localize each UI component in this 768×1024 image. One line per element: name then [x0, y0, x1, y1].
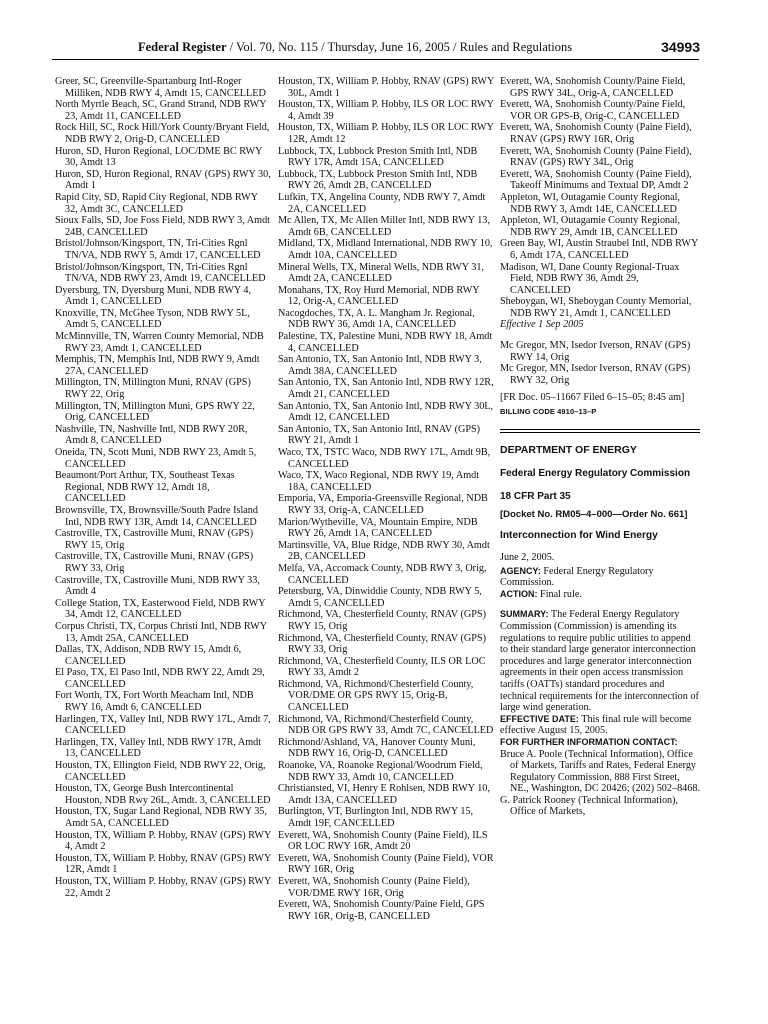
approach-entry: Richmond, VA, Chesterfield County, RNAV (GPS) RWY 33, Orig [278, 632, 487, 656]
approach-entry: Mineral Wells, TX, Mineral Wells, NDB RWY 31, Amdt 2A, CANCELLED [278, 261, 484, 285]
approach-entry: Everett, WA, Snohomish County (Paine Field), VOR RWY 16R, Orig [278, 852, 494, 876]
effective-approach-list [500, 340, 700, 386]
approach-entry: Everett, WA, Snohomish County (Paine Field), RNAV (GPS) RWY 16R, Orig [500, 122, 692, 145]
approach-entry: McMinnville, TN, Warren County Memorial, NDB RWY 23, Amdt 1, CANCELLED [55, 331, 264, 354]
approach-entry: Petersburg, VA, Dinwiddie County, NDB RWY 5, Amdt 5, CANCELLED [278, 586, 482, 609]
approach-list-continued [500, 76, 700, 319]
summary-text: The Federal Energy Regulatory Commission (Commission) is amending its regulations to require public utilities to append to their standard large generator interconnection procedures and large generator interconnection agreements in their open access transmission tariffs (OATTs) standard procedures and technical requirements for the interconnection of large wind generation. [500, 609, 699, 714]
approach-entry: Houston, TX, William P. Hobby, RNAV (GPS) RWY 22, Amdt 2 [55, 875, 272, 899]
approach-entry: Everett, WA, Snohomish County/Paine Field, VOR OR GPS-B, Orig-C, CANCELLED [500, 99, 686, 122]
approach-entry: Richmond, VA, Richmond/Chesterfield County, VOR/DME OR GPS RWY 15, Orig-B, CANCELLED [278, 678, 474, 714]
approach-entry: Sheboygan, WI, Sheboygan County Memorial, NDB RWY 21, Amdt 1, CANCELLED [500, 296, 692, 319]
contact-entry: Bruce A. Poole (Technical Information), Office of Markets, Tariffs and Rates, Federal Energy Regulatory Commission, 888 First Street, NE., Washington, DC 20426; (202) 502–8468. [500, 748, 700, 795]
approach-entry: Midland, TX, Midland International, NDB RWY 10, Amdt 10A, CANCELLED [278, 238, 493, 261]
approach-entry: Houston, TX, William P. Hobby, RNAV (GPS) RWY 30L, Amdt 1 [278, 76, 495, 99]
approach-entry: Richmond, VA, Chesterfield County, ILS OR LOC RWY 33, Amdt 2 [278, 655, 486, 679]
approach-entry: Sioux Falls, SD, Joe Foss Field, NDB RWY 3, Amdt 24B, CANCELLED [55, 215, 271, 238]
approach-entry: Dyersburg, TN, Dyersburg Muni, NDB RWY 4, Amdt 1, CANCELLED [55, 284, 252, 308]
section-separator [500, 429, 700, 433]
approach-entry: Bristol/Johnson/Kingsport, TN, Tri-Cities Rgnl TN/VA, NDB RWY 5, Amdt 17, CANCELLED [55, 238, 261, 261]
agency-heading: Federal Energy Regulatory Commission [500, 468, 691, 480]
billing-code: BILLING CODE 4910–13–P [500, 407, 597, 417]
approach-entry: Mc Allen, TX, Mc Allen Miller Intl, NDB RWY 13, Amdt 6B, CANCELLED [278, 215, 490, 238]
approach-entry: El Paso, TX, El Paso Intl, NDB RWY 22, Amdt 29, CANCELLED [55, 667, 265, 690]
approach-entry: Emporia, VA, Emporia-Greensville Regional, NDB RWY 33, Orig-A, CANCELLED [278, 493, 488, 516]
approach-entry: San Antonio, TX, San Antonio Intl, RNAV (GPS) RWY 21, Amdt 1 [278, 423, 481, 447]
approach-entry: Greer, SC, Greenville-Spartanburg Intl-Roger Milliken, NDB RWY 4, Amdt 15, CANCELLED [55, 76, 266, 99]
approach-entry: Rapid City, SD, Rapid City Regional, NDB RWY 32, Amdt 3C, CANCELLED [55, 191, 258, 215]
contact-entry: G. Patrick Rooney (Technical Information), Office of Markets, [500, 794, 679, 818]
approach-entry: Nacogdoches, TX, A. L. Mangham Jr. Regional, NDB RWY 36, Amdt 1A, CANCELLED [278, 307, 475, 331]
approach-entry: Everett, WA, Snohomish County/Paine Field, GPS RWY 34L, Orig-A, CANCELLED [500, 76, 686, 99]
approach-entry: Rock Hill, SC, Rock Hill/York County/Bryant Field, NDB RWY 2, Orig-D, CANCELLED [55, 122, 270, 145]
approach-entry: Houston, TX, William P. Hobby, ILS OR LOC RWY 4, Amdt 39 [278, 99, 494, 122]
approach-entry: Dallas, TX, Addison, NDB RWY 15, Amdt 6, CANCELLED [55, 644, 242, 667]
approach-entry: Melfa, VA, Accomack County, NDB RWY 3, Orig, CANCELLED [278, 562, 487, 586]
approach-entry: Appleton, WI, Outagamie County Regional, NDB RWY 3, Amdt 14E, CANCELLED [500, 191, 681, 215]
approach-entry: Houston, TX, William P. Hobby, RNAV (GPS) RWY 12R, Amdt 1 [55, 852, 272, 876]
rule-title: Interconnection for Wind Energy [500, 530, 658, 542]
approach-entry: Bristol/Johnson/Kingsport, TN, Tri-Cities Rgnl TN/VA, NDB RWY 23, Amdt 19, CANCELLED [55, 261, 266, 285]
summary-paragraph [500, 609, 700, 713]
approach-entry: Richmond, VA, Chesterfield County, RNAV (GPS) RWY 15, Orig [278, 609, 487, 632]
header-title [138, 40, 572, 55]
approach-entry: Madison, WI, Dane County Regional-Truax Field, NDB RWY 36, Amdt 29, CANCELLED [500, 261, 680, 296]
approach-entry: Castroville, TX, Castroville Muni, RNAV (GPS) RWY 15, Orig [55, 528, 254, 551]
approach-entry: Marion/Wytheville, VA, Mountain Empire, NDB RWY 26, Amdt 1A, CANCELLED [278, 516, 478, 540]
approach-entry: Palestine, TX, Palestine Muni, NDB RWY 18, Amdt 4, CANCELLED [278, 331, 493, 354]
fr-doc-line: [FR Doc. 05–11667 Filed 6–15–05; 8:45 am] [500, 392, 685, 404]
approach-entry: San Antonio, TX, San Antonio Intl, NDB RWY 12R, Amdt 21, CANCELLED [278, 377, 494, 401]
approach-entry: Everett, WA, Snohomish County (Paine Field), RNAV (GPS) RWY 34L, Orig [500, 145, 692, 169]
action-line [500, 589, 700, 601]
column-3 [500, 76, 700, 818]
column-1 [55, 76, 271, 899]
action-text: Final rule. [540, 588, 582, 600]
approach-entry: Fort Worth, TX, Fort Worth Meacham Intl, NDB RWY 16, Amdt 6, CANCELLED [55, 690, 254, 714]
approach-entry: Houston, TX, Ellington Field, NDB RWY 22, Orig, CANCELLED [55, 760, 266, 783]
approach-entry: San Antonio, TX, San Antonio Intl, NDB RWY 30L, Amdt 12, CANCELLED [278, 400, 494, 424]
approach-entry: Green Bay, WI, Austin Straubel Intl, NDB RWY 6, Amdt 17A, CANCELLED [500, 238, 698, 261]
approach-entry: Knoxville, TN, McGhee Tyson, NDB RWY 5L, Amdt 5, CANCELLED [55, 307, 250, 331]
approach-entry: North Myrtle Beach, SC, Grand Strand, NDB RWY 23, Amdt 11, CANCELLED [55, 99, 267, 122]
approach-entry: Waco, TX, TSTC Waco, NDB RWY 17L, Amdt 9B, CANCELLED [278, 447, 491, 470]
header-meta: / Vol. 70, No. 115 / Thursday, June 16, 2005 / Rules and Regulations [226, 40, 573, 54]
approach-entry: Richmond/Ashland, VA, Hanover County Muni, NDB RWY 16, Orig-D, CANCELLED [278, 736, 476, 760]
approach-entry: Brownsville, TX, Brownsville/South Padre Island Intl, NDB RWY 13R, Amdt 14, CANCELLED [55, 504, 258, 528]
approach-entry: Everett, WA, Snohomish County/Paine Field, GPS RWY 16R, Orig-B, CANCELLED [278, 899, 485, 922]
effective-date-label: EFFECTIVE DATE: [500, 713, 579, 724]
approach-entry: Lubbock, TX, Lubbock Preston Smith Intl, NDB RWY 17R, Amdt 15A, CANCELLED [278, 145, 478, 169]
publication-name: Federal Register [138, 40, 227, 54]
approach-entry: Nashville, TN, Nashville Intl, NDB RWY 20R, Amdt 8, CANCELLED [55, 423, 248, 447]
approach-entry: Mc Gregor, MN, Isedor Iverson, RNAV (GPS) RWY 32, Orig [500, 363, 691, 386]
approach-entry: Houston, TX, William P. Hobby, ILS OR LOC RWY 12R, Amdt 12 [278, 122, 494, 145]
approach-entry: Memphis, TN, Memphis Intl, NDB RWY 9, Amdt 27A, CANCELLED [55, 354, 260, 377]
approach-entry: Richmond, VA, Richmond/Chesterfield County, NDB OR GPS RWY 33, Amdt 7C, CANCELLED [278, 713, 494, 737]
page-header [138, 40, 700, 56]
approach-entry: Huron, SD, Huron Regional, RNAV (GPS) RWY 30, Amdt 1 [55, 168, 271, 192]
effective-date-paragraph [500, 714, 700, 737]
approach-entry: Millington, TN, Millington Muni, GPS RWY 22, Orig, CANCELLED [55, 400, 255, 424]
approach-entry: Everett, WA, Snohomish County (Paine Field), ILS OR LOC RWY 16R, Amdt 20 [278, 829, 488, 853]
page-number: 34993 [661, 39, 700, 55]
issue-date: June 2, 2005. [500, 552, 555, 563]
approach-entry: Houston, TX, George Bush Intercontinental Houston, NDB Rwy 26L, Amdt. 3, CANCELLED [55, 783, 271, 806]
agency-label: AGENCY: [500, 565, 541, 576]
action-label: ACTION: [500, 588, 538, 599]
approach-entry: Christiansted, VI, Henry E Rohlsen, NDB RWY 10, Amdt 13A, CANCELLED [278, 783, 490, 806]
approach-entry: Castroville, TX, Castroville Muni, RNAV (GPS) RWY 33, Orig [55, 551, 254, 574]
approach-entry: Roanoke, VA, Roanoke Regional/Woodrum Field, NDB RWY 33, Amdt 10, CANCELLED [278, 760, 483, 783]
approach-entry: Harlingen, TX, Valley Intl, NDB RWY 17L, Amdt 7, CANCELLED [55, 713, 271, 737]
header-rule [52, 59, 699, 60]
approach-entry: Houston, TX, Sugar Land Regional, NDB RWY 35, Amdt 5A, CANCELLED [55, 806, 267, 829]
column-2 [278, 76, 494, 922]
effective-date-text: This final rule will become effective August 15, 2005. [500, 713, 692, 737]
approach-entry: Lubbock, TX, Lubbock Preston Smith Intl, NDB RWY 26, Amdt 2B, CANCELLED [278, 168, 478, 192]
agency-line [500, 566, 700, 589]
approach-entry: Appleton, WI, Outagamie County Regional, NDB RWY 29, Amdt 1B, CANCELLED [500, 215, 681, 238]
approach-entry: San Antonio, TX, San Antonio Intl, NDB RWY 3, Amdt 38A, CANCELLED [278, 354, 482, 377]
approach-entry: Waco, TX, Waco Regional, NDB RWY 19, Amdt 18A, CANCELLED [278, 470, 480, 493]
approach-entry: Castroville, TX, Castroville Muni, NDB RWY 33, Amdt 4 [55, 574, 260, 598]
approach-entry: Oneida, TN, Scott Muni, NDB RWY 23, Amdt 5, CANCELLED [55, 447, 257, 470]
approach-entry: Lufkin, TX, Angelina County, NDB RWY 7, Amdt 2A, CANCELLED [278, 191, 486, 215]
contact-list [500, 749, 700, 819]
approach-entry: College Station, TX, Easterwood Field, NDB RWY 34, Amdt 12, CANCELLED [55, 597, 266, 621]
approach-entry: Burlington, VT, Burlington Intl, NDB RWY 15, Amdt 19F, CANCELLED [278, 806, 474, 829]
approach-entry: Monahans, TX, Roy Hurd Memorial, NDB RWY 12, Orig-A, CANCELLED [278, 284, 480, 308]
approach-entry: Corpus Christi, TX, Corpus Christi Intl, NDB RWY 13, Amdt 25A, CANCELLED [55, 620, 267, 644]
approach-entry: Huron, SD, Huron Regional, LOC/DME BC RWY 30, Amdt 13 [55, 145, 263, 169]
approach-entry: Millington, TN, Millington Muni, RNAV (GPS) RWY 22, Orig [55, 377, 251, 401]
approach-entry: Harlingen, TX, Valley Intl, NDB RWY 17R, Amdt 13, CANCELLED [55, 736, 262, 760]
effective-date-subheading: Effective 1 Sep 2005 [500, 319, 584, 331]
department-heading: DEPARTMENT OF ENERGY [500, 443, 637, 456]
docket-heading: [Docket No. RM05–4–000—Order No. 661] [500, 508, 688, 520]
approach-entry: Beaumont/Port Arthur, TX, Southeast Texas Regional, NDB RWY 12, Amdt 18, CANCELLED [55, 470, 235, 505]
approach-entry: Everett, WA, Snohomish County (Paine Field), VOR/DME RWY 16R, Orig [278, 875, 470, 899]
summary-label: SUMMARY: [500, 609, 549, 620]
further-info-label: FOR FURTHER INFORMATION CONTACT: [500, 736, 678, 747]
agency-text: Federal Energy Regulatory Commission. [500, 565, 654, 589]
cfr-heading: 18 CFR Part 35 [500, 491, 571, 503]
approach-entry: Martinsville, VA, Blue Ridge, NDB RWY 30, Amdt 2B, CANCELLED [278, 539, 490, 563]
approach-entry: Houston, TX, William P. Hobby, RNAV (GPS) RWY 4, Amdt 2 [55, 829, 272, 853]
approach-entry: Everett, WA, Snohomish County (Paine Field), Takeoff Minimums and Textual DP, Amdt 2 [500, 168, 692, 192]
approach-entry: Mc Gregor, MN, Isedor Iverson, RNAV (GPS) RWY 14, Orig [500, 340, 691, 363]
